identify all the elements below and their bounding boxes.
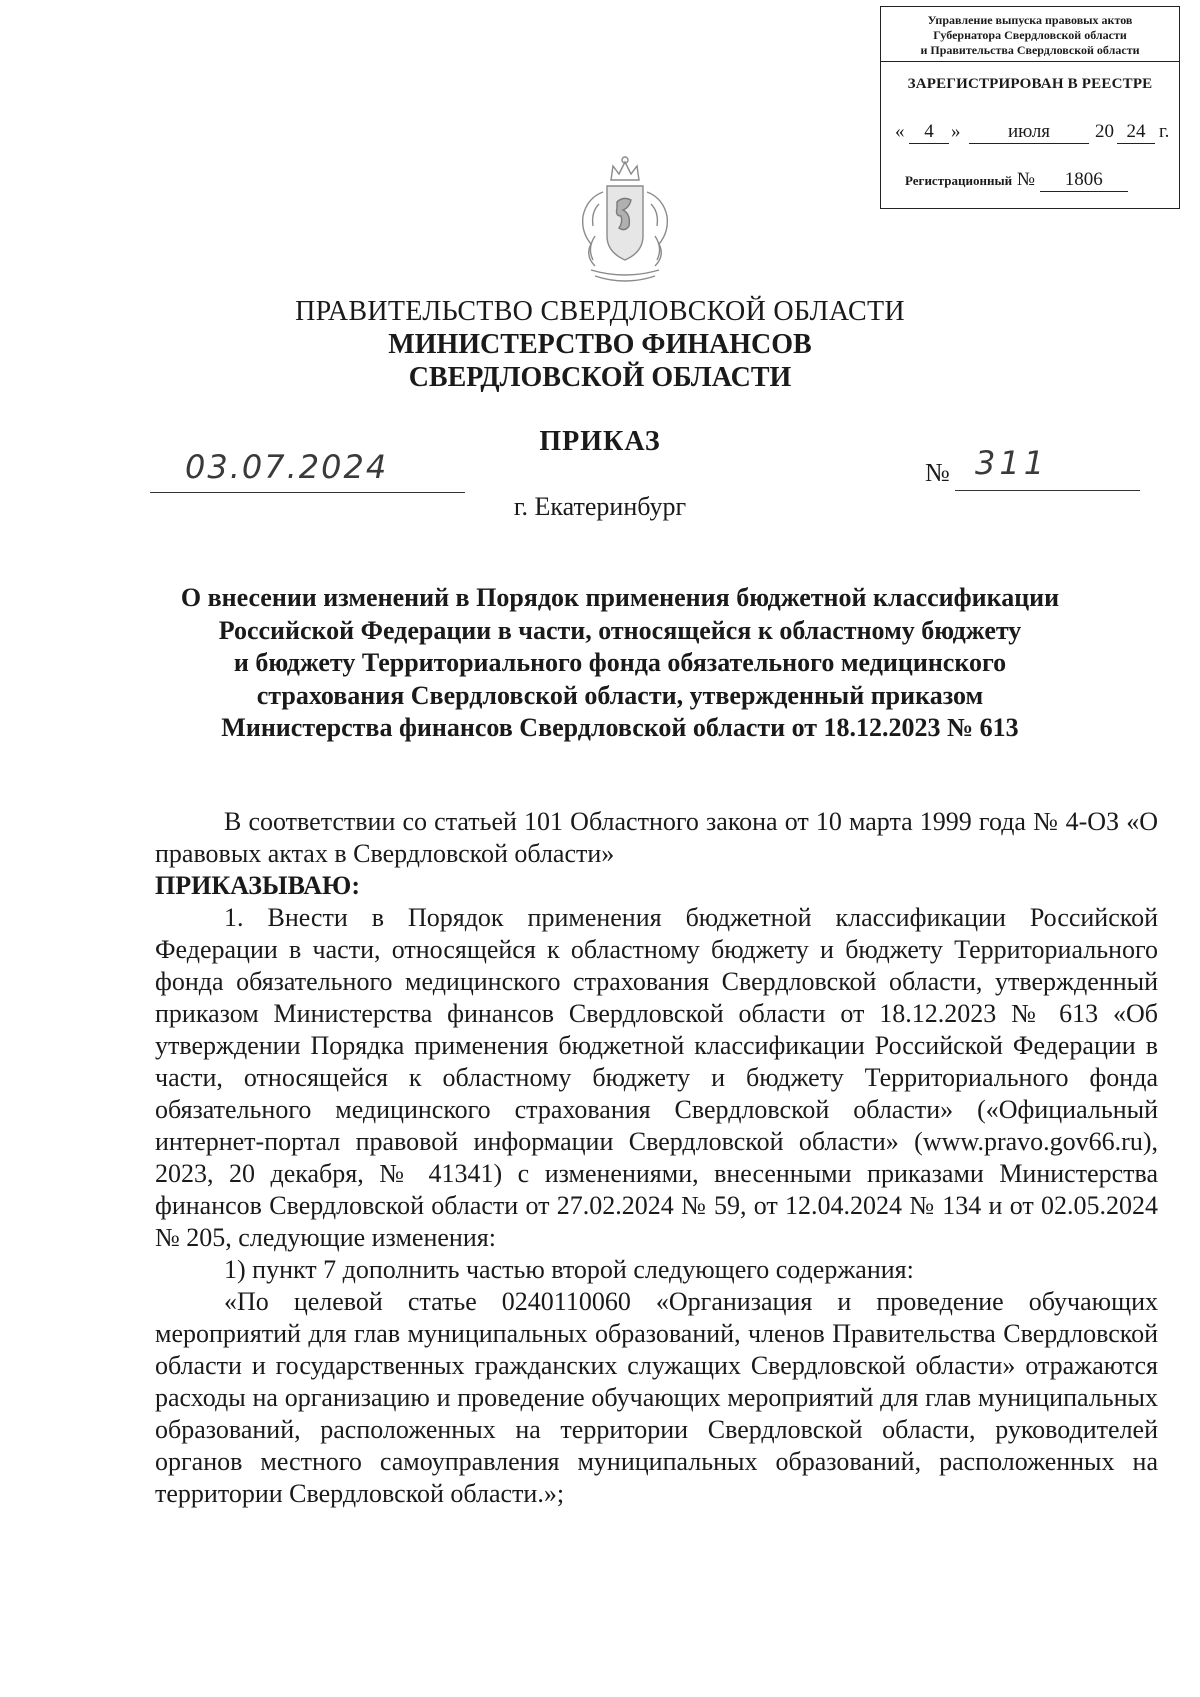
stamp-open-quote: «: [895, 121, 905, 142]
document-type: ПРИКАЗ: [539, 426, 661, 457]
item-1-paragraph: 1. Внести в Порядок применения бюджетной классификации Российской Федерации в части, относящейся к областному бюджету и бюджету Территориального фонда обязательного медицинского страхования Свердловской области, утвержденный приказом Министерства финансов Свердловской области от 18.12.2023 № 613 «Об утверждении Порядка применения бюджетной классификации Российской Федерации в части, относящейся к областному бюджету и бюджету Территориального фонда обязательного медицинского страхования Свердловской области» («Официальный интернет-портал правовой информации Свердловской области» (www.pravo.gov66.ru), 2023, 20 декабря, № 41341) с изменениями, внесенными приказами Министерства финансов Свердловской области от 27.02.2024 № 59, от 12.04.2024 № 134 и от 02.05.2024 № 205, следующие изменения:: [155, 903, 1158, 1252]
title-line: Российской Федерации в части, относящейся к областному бюджету: [218, 615, 1022, 645]
stamp-year-suffix: 24: [1117, 121, 1155, 144]
order-number-handwritten: 311: [975, 444, 1049, 482]
subitem-1-paragraph: 1) пункт 7 дополнить частью второй следующего содержания:: [224, 1255, 914, 1284]
stamp-reg-label: Регистрационный: [905, 173, 1013, 188]
order-date-field: [150, 448, 465, 493]
stamp-num-sign: №: [1016, 169, 1035, 190]
stamp-month: июля: [969, 121, 1089, 144]
stamp-header-line: Управление выпуска правовых актов: [927, 13, 1133, 27]
stamp-date: [889, 121, 1173, 145]
stamp-registration: [905, 169, 1128, 192]
coat-of-arms-emblem: [565, 152, 685, 292]
quoted-paragraph: «По целевой статье 0240110060 «Организация и проведение обучающих мероприятий для глав муниципальных образований, членов Правительства Свердловской области и государственных гражданских служащих Свердловской области» отражаются расходы на организацию и проведение обучающих мероприятий для глав муниципальных образований, расположенных на территории Свердловской области, руководителей органов местного самоуправления муниципальных образований, расположенных на территории Свердловской области.»;: [155, 1287, 1158, 1508]
preamble-paragraph: В соответствии со статьей 101 Областного закона от 10 марта 1999 года № 4-ОЗ «О правовых актах в Свердловской области»: [155, 807, 1158, 868]
stamp-header: [881, 7, 1179, 62]
title-line: О внесении изменений в Порядок применения бюджетной классификации: [180, 583, 1060, 612]
order-word: ПРИКАЗЫВАЮ:: [155, 871, 360, 900]
stamp-header-line: Губернатора Свердловской области: [933, 28, 1127, 42]
stamp-title: ЗАРЕГИСТРИРОВАН В РЕЕСТРЕ: [907, 76, 1153, 92]
city-name: г. Екатеринбург: [513, 492, 687, 521]
ministry-name-line2: СВЕРДЛОВСКОЙ ОБЛАСТИ: [408, 362, 792, 393]
title-line: Министерства финансов Свердловской области от 18.12.2023 № 613: [221, 713, 1019, 742]
registration-stamp: [880, 6, 1180, 209]
ministry-name-line1: МИНИСТЕРСТВО ФИНАНСОВ: [388, 329, 812, 360]
stamp-reg-number: 1806: [1040, 169, 1128, 192]
order-number-field: [955, 444, 1140, 491]
order-date-handwritten: 03.07.2024: [185, 448, 389, 486]
document-title: [150, 582, 1090, 745]
stamp-day: 4: [909, 121, 949, 144]
stamp-header-line: и Правительства Свердловской области: [920, 43, 1140, 57]
stamp-close-quote: »: [951, 121, 961, 142]
stamp-year-abbr: г.: [1159, 121, 1170, 142]
document-body: [155, 806, 1158, 1510]
stamp-year-prefix: 20: [1095, 121, 1114, 142]
title-line: и бюджету Территориального фонда обязательного медицинского: [233, 648, 1007, 677]
title-line: страхования Свердловской области, утвержденный приказом: [256, 680, 984, 710]
government-name: ПРАВИТЕЛЬСТВО СВЕРДЛОВСКОЙ ОБЛАСТИ: [295, 296, 905, 327]
order-number-sign: №: [925, 458, 950, 487]
